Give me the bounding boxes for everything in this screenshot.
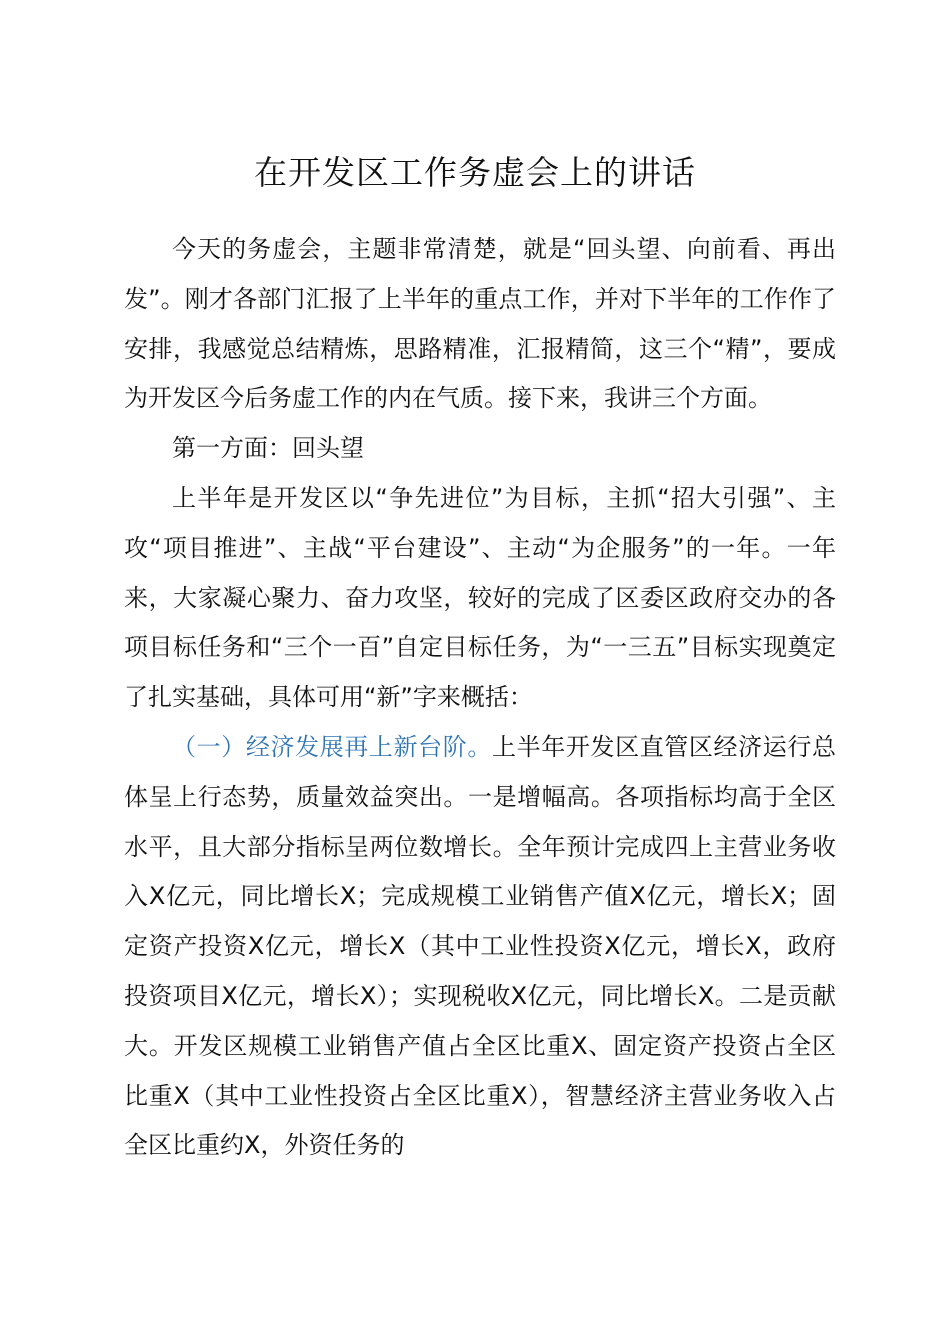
section-heading-look-back: 第一方面：回头望 (172, 434, 364, 463)
document-body (124, 225, 836, 1171)
subheading-economic-development: （一）经济发展再上新台阶。 (172, 732, 492, 761)
paragraph-intro: 今天的务虚会，主题非常清楚，就是“回头望、向前看、再出发”。刚才各部门汇报了上半年的重点工作，并对下半年的工作作了安排，我感觉总结精炼，思路精准，汇报精简，这三个“精”，要成为开发区今后务虚工作的内在气质。接下来，我讲三个方面。 (124, 235, 836, 413)
paragraph-first-half-summary: 上半年是开发区以“争先进位”为目标，主抓“招大引强”、主攻“项目推进”、主战“平台建设”、主动“为企服务”的一年。一年来，大家凝心聚力、奋力攻坚，较好的完成了区委区政府交办的各项目标任务和“三个一百”自定目标任务，为“一三五”目标实现奠定了扎实基础，具体可用“新”字来概括： (124, 483, 836, 712)
document-title: 在开发区工作务虚会上的讲话 (254, 153, 696, 192)
paragraph-economic-development-text: 上半年开发区直管区经济运行总体呈上行态势，质量效益突出。一是增幅高。各项指标均高于全区水平，且大部分指标呈两位数增长。全年预计完成四上主营业务收入X亿元，同比增长X；完成规模工业销售产值X亿元，增长X；固定资产投资X亿元，增长X（其中工业性投资X亿元，增长X，政府投资项目X亿元，增长X）；实现税收X亿元，同比增长X。二是贡献大。开发区规模工业销售产值占全区比重X、固定资产投资占全区比重X（其中工业性投资占全区比重X），智慧经济主营业务收入占全区比重约X，外资任务的 (124, 732, 836, 1160)
paragraph-economic-development (124, 723, 836, 1171)
